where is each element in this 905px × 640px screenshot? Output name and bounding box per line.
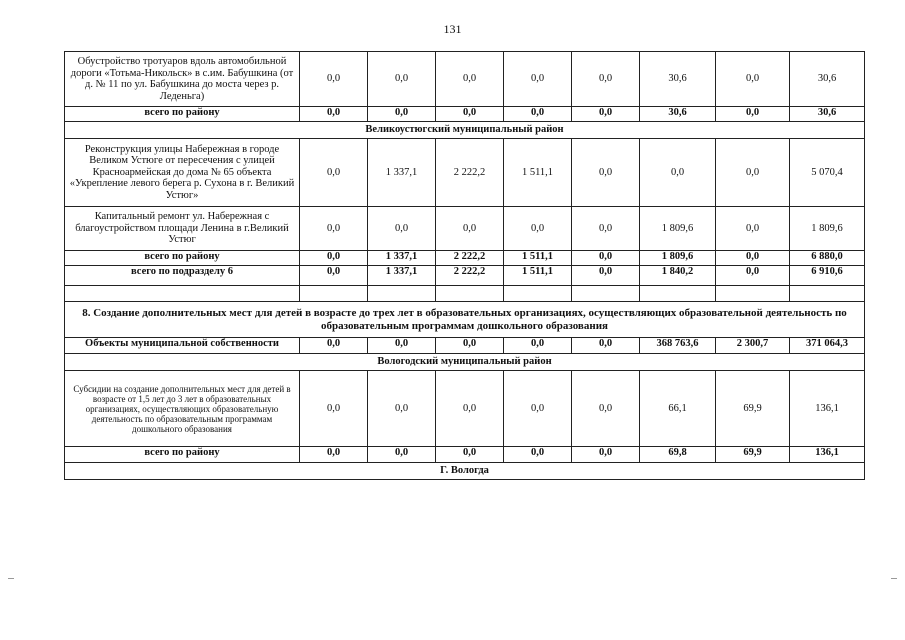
cell-value: 0,0 — [436, 447, 504, 463]
cell-value: 0,0 — [436, 52, 504, 107]
cell-value: 0,0 — [300, 338, 368, 354]
cell-value: 0,0 — [716, 107, 790, 122]
cell-value: 0,0 — [436, 107, 504, 122]
cell-value: 1 511,1 — [504, 139, 572, 207]
cell-value: 371 064,3 — [790, 338, 865, 354]
cell-value: 0,0 — [504, 107, 572, 122]
cell-value: 69,9 — [716, 447, 790, 463]
cell-value: 0,0 — [300, 251, 368, 266]
total-row — [65, 447, 865, 463]
margin-mark — [8, 578, 14, 579]
cell-value: 0,0 — [300, 447, 368, 463]
cell-value: 30,6 — [790, 52, 865, 107]
cell-value: 0,0 — [368, 338, 436, 354]
cell-value: 69,8 — [640, 447, 716, 463]
section-row — [65, 354, 865, 371]
total-row — [65, 107, 865, 122]
budget-table — [64, 51, 865, 480]
cell-value: 136,1 — [790, 447, 865, 463]
cell-value: 2 222,2 — [436, 139, 504, 207]
cell-value: 0,0 — [300, 139, 368, 207]
cell-value: 0,0 — [716, 251, 790, 266]
cell-value: 0,0 — [436, 207, 504, 251]
cell-value: 0,0 — [504, 207, 572, 251]
cell-value: 69,9 — [716, 371, 790, 447]
cell-value: 1 511,1 — [504, 266, 572, 286]
row-name: Субсидии на создание дополнительных мест для детей в возрасте от 1,5 лет до 3 лет в образовательных организациях, осуществляющих образовательную деятельность по образовательным программам дошкольного образования — [65, 371, 300, 447]
cell-value: 1 840,2 — [640, 266, 716, 286]
cell-value: 368 763,6 — [640, 338, 716, 354]
cell-value: 0,0 — [572, 139, 640, 207]
cell-value: 0,0 — [572, 447, 640, 463]
cell-value: 0,0 — [368, 52, 436, 107]
total-row — [65, 251, 865, 266]
cell-value: 0,0 — [572, 107, 640, 122]
cell-value: 0,0 — [300, 371, 368, 447]
row-name: всего по району — [65, 251, 300, 266]
cell-value: 1 809,6 — [790, 207, 865, 251]
cell-value: 0,0 — [572, 52, 640, 107]
cell-value: 0,0 — [436, 338, 504, 354]
cell-value: 30,6 — [640, 52, 716, 107]
table-row — [65, 207, 865, 251]
cell-value: 0,0 — [716, 207, 790, 251]
table-row — [65, 371, 865, 447]
section-title: 8. Создание дополнительных мест для детей в возрасте до трех лет в образовательных организациях, осуществляющих образовательной деятельность по образовательным программам дошкольного образования — [65, 302, 865, 338]
cell-value: 2 222,2 — [436, 266, 504, 286]
cell-value: 0,0 — [368, 207, 436, 251]
cell-value: 0,0 — [572, 371, 640, 447]
row-name: всего по району — [65, 447, 300, 463]
cell-value: 0,0 — [716, 139, 790, 207]
empty-row — [65, 286, 865, 302]
cell-value: 0,0 — [436, 371, 504, 447]
cell-value: 0,0 — [572, 207, 640, 251]
cell-value: 0,0 — [572, 338, 640, 354]
cell-value: 0,0 — [368, 107, 436, 122]
margin-mark — [891, 578, 897, 579]
row-name: Капитальный ремонт ул. Набережная с благоустройством площади Ленина в г.Великий Устюг — [65, 207, 300, 251]
row-name: Обустройство тротуаров вдоль автомобильной дороги «Тотьма-Никольск» в с.им. Бабушкина (от д. № 11 по ул. Бабушкина до моста через р. Леденьга) — [65, 52, 300, 107]
cell-value: 0,0 — [504, 52, 572, 107]
section-row — [65, 302, 865, 338]
section-row — [65, 122, 865, 139]
cell-value: 1 337,1 — [368, 139, 436, 207]
row-name: всего по подразделу 6 — [65, 266, 300, 286]
cell-value: 1 337,1 — [368, 266, 436, 286]
cell-value: 6 910,6 — [790, 266, 865, 286]
cell-value: 0,0 — [504, 371, 572, 447]
page-number: 131 — [443, 22, 462, 36]
objects-row — [65, 338, 865, 354]
cell-value: 5 070,4 — [790, 139, 865, 207]
cell-value: 0,0 — [504, 447, 572, 463]
cell-value: 0,0 — [572, 266, 640, 286]
cell-value: 0,0 — [300, 52, 368, 107]
cell-value: 30,6 — [790, 107, 865, 122]
cell-value: 0,0 — [300, 207, 368, 251]
cell-value: 0,0 — [716, 266, 790, 286]
table-row — [65, 52, 865, 107]
cell-value: 136,1 — [790, 371, 865, 447]
cell-value: 1 337,1 — [368, 251, 436, 266]
row-name: Реконструкция улицы Набережная в городе Великом Устюге от пересечения с улицей Красноармейская до дома № 65 объекта «Укрепление левого берега р. Сухона в г. Великий Устюг» — [65, 139, 300, 207]
cell-value: 0,0 — [716, 52, 790, 107]
cell-value: 0,0 — [300, 266, 368, 286]
section-title: Вологодский муниципальный район — [65, 354, 865, 371]
cell-value: 0,0 — [572, 251, 640, 266]
cell-value: 2 222,2 — [436, 251, 504, 266]
cell-value: 0,0 — [368, 371, 436, 447]
cell-value: 66,1 — [640, 371, 716, 447]
cell-value: 30,6 — [640, 107, 716, 122]
cell-value: 0,0 — [504, 338, 572, 354]
row-name: всего по району — [65, 107, 300, 122]
cell-value: 6 880,0 — [790, 251, 865, 266]
section-title: Великоустюгский муниципальный район — [65, 122, 865, 139]
cell-value: 1 809,6 — [640, 207, 716, 251]
cell-value: 2 300,7 — [716, 338, 790, 354]
table-row — [65, 139, 865, 207]
row-name: Объекты муниципальной собственности — [65, 338, 300, 354]
cell-value: 1 809,6 — [640, 251, 716, 266]
cell-value: 1 511,1 — [504, 251, 572, 266]
cell-value: 0,0 — [300, 107, 368, 122]
cell-value: 0,0 — [640, 139, 716, 207]
section-title: Г. Вологда — [65, 463, 865, 480]
total-row — [65, 266, 865, 286]
cell-value: 0,0 — [368, 447, 436, 463]
section-row — [65, 463, 865, 480]
